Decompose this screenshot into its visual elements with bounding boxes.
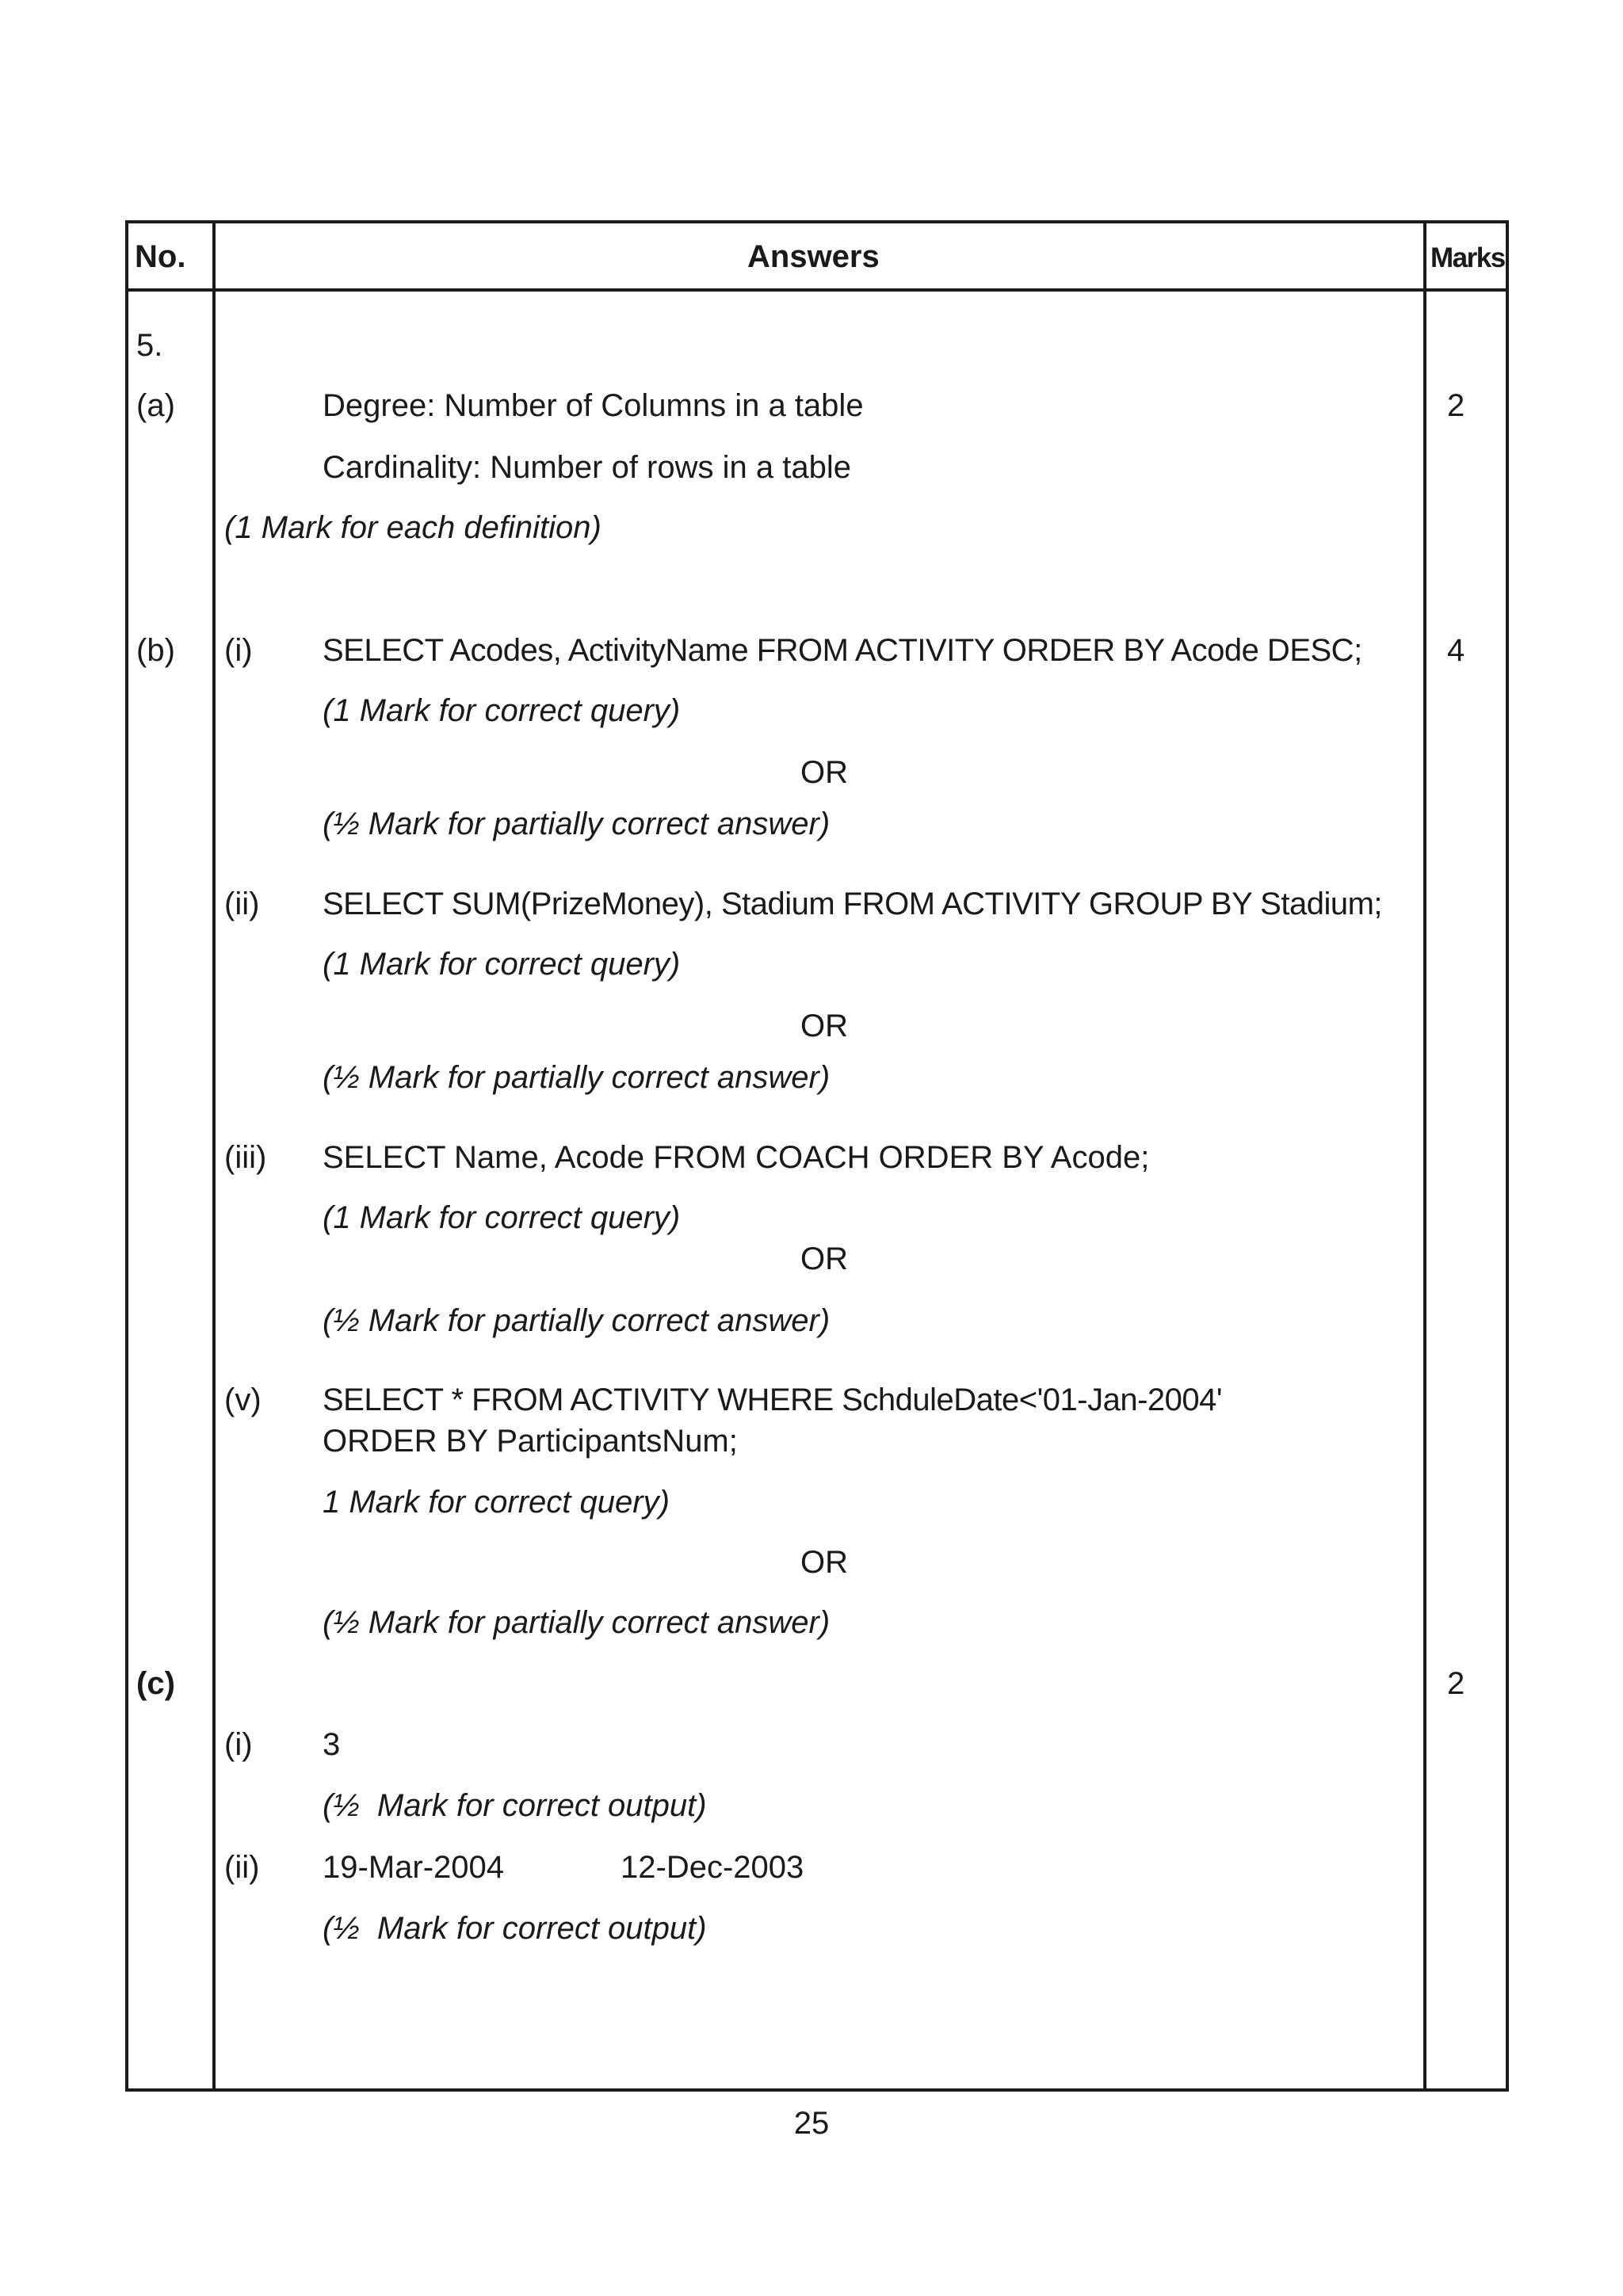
part-b-ii-note1: (1 Mark for correct query) — [323, 947, 681, 982]
part-b-ii-or: OR — [800, 1009, 848, 1043]
header-answers: Answers — [747, 239, 880, 274]
part-b-marks: 4 — [1447, 633, 1465, 668]
part-b-label: (b) — [136, 633, 175, 668]
part-a-marks: 2 — [1447, 388, 1465, 423]
part-c-ii-label: (ii) — [224, 1850, 260, 1885]
part-b-v-query: SELECT * FROM ACTIVITY WHERE SchduleDate<'01-Jan-2004' — [323, 1383, 1223, 1417]
part-c-i-label: (i) — [224, 1727, 253, 1762]
part-b-iii-note1: (1 Mark for correct query) — [323, 1200, 681, 1235]
question-number: 5. — [136, 328, 163, 363]
part-b-i-note1: (1 Mark for correct query) — [323, 693, 681, 728]
part-b-ii-note2: (½ Mark for partially correct answer) — [323, 1060, 831, 1095]
part-b-iii-or: OR — [800, 1241, 848, 1276]
part-b-iii-query: SELECT Name, Acode FROM COACH ORDER BY Acode; — [323, 1140, 1150, 1175]
page-number: 25 — [793, 2106, 830, 2141]
part-b-i-query: SELECT Acodes, ActivityName FROM ACTIVITY ORDER BY Acode DESC; — [323, 633, 1362, 668]
part-a-label: (a) — [136, 388, 175, 423]
part-b-i-or: OR — [800, 755, 848, 790]
part-c-ii-note: (½ Mark for correct output) — [323, 1911, 707, 1946]
part-c-marks: 2 — [1447, 1666, 1465, 1701]
part-b-i-label: (i) — [224, 633, 253, 668]
part-b-v-query-cont: ORDER BY ParticipantsNum; — [323, 1424, 738, 1459]
header-no: No. — [135, 239, 186, 274]
part-a-degree: Degree: Number of Columns in a table — [323, 388, 864, 423]
header-marks: Marks — [1430, 242, 1505, 273]
part-a-note: (1 Mark for each definition) — [224, 510, 601, 545]
part-b-v-or: OR — [800, 1545, 848, 1580]
part-a-cardinality: Cardinality: Number of rows in a table — [323, 450, 851, 485]
part-b-i-note2: (½ Mark for partially correct answer) — [323, 807, 831, 841]
part-b-iii-label: (iii) — [224, 1140, 267, 1175]
column-divider-marks — [1423, 223, 1426, 2088]
part-c-ii-value2: 12-Dec-2003 — [621, 1850, 804, 1885]
part-c-ii-value1: 19-Mar-2004 — [323, 1850, 505, 1885]
part-b-iii-note2: (½ Mark for partially correct answer) — [323, 1303, 831, 1338]
part-b-v-note2: (½ Mark for partially correct answer) — [323, 1605, 831, 1640]
part-b-v-note1: 1 Mark for correct query) — [323, 1485, 670, 1520]
part-c-i-value: 3 — [323, 1727, 341, 1762]
part-b-ii-query: SELECT SUM(PrizeMoney), Stadium FROM ACTIVITY GROUP BY Stadium; — [323, 887, 1383, 921]
header-divider — [128, 288, 1506, 292]
column-divider-no — [212, 223, 216, 2088]
part-c-i-note: (½ Mark for correct output) — [323, 1788, 707, 1823]
part-b-ii-label: (ii) — [224, 887, 260, 921]
part-c-label: (c) — [136, 1666, 175, 1701]
part-b-v-label: (v) — [224, 1383, 262, 1417]
